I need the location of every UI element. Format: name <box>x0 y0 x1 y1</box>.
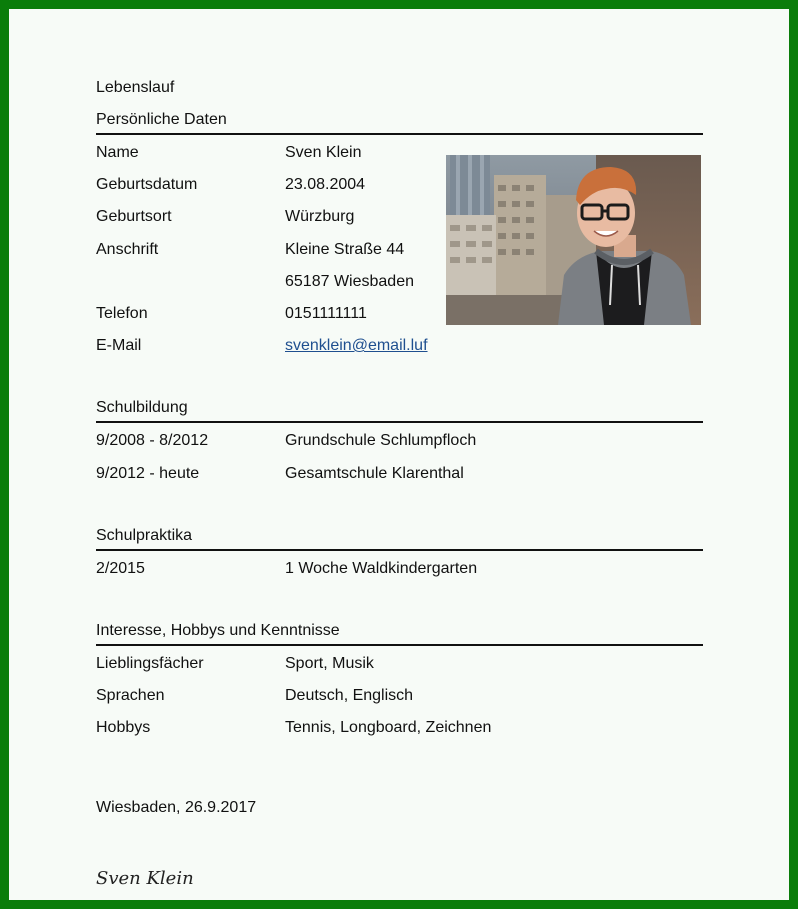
value-street: Kleine Straße 44 <box>285 240 405 258</box>
value-birthdate: 23.08.2004 <box>285 176 366 194</box>
signature: Sven Klein <box>96 868 194 889</box>
internship-date-1: 2/2015 <box>96 559 145 577</box>
school-period-1: 9/2008 - 8/2012 <box>96 432 209 450</box>
section-heading-school: Schulbildung <box>96 398 703 423</box>
label-phone: Telefon <box>96 304 148 322</box>
label-birthdate: Geburtsdatum <box>96 176 198 194</box>
label-favorite-subjects: Lieblingsfächer <box>96 654 204 672</box>
label-languages: Sprachen <box>96 687 165 705</box>
profile-photo <box>446 155 701 325</box>
value-birthplace: Würzburg <box>285 208 355 226</box>
section-heading-internships: Schulpraktika <box>96 526 703 551</box>
row-school-1 <box>96 431 703 463</box>
document-title: Lebenslauf <box>96 79 175 96</box>
section-heading-interests: Interesse, Hobbys und Kenntnisse <box>96 621 703 646</box>
internship-desc-1: 1 Woche Waldkindergarten <box>285 559 478 577</box>
email-link[interactable]: svenklein@email.luf <box>285 337 428 355</box>
place-and-date: Wiesbaden, 26.9.2017 <box>96 799 257 816</box>
school-name-1: Grundschule Schlumpfloch <box>285 432 477 450</box>
school-name-2: Gesamtschule Klarenthal <box>285 464 464 482</box>
label-hobbies: Hobbys <box>96 719 151 737</box>
value-phone: 0151111111 <box>285 304 367 322</box>
row-favorite-subjects <box>96 654 703 686</box>
row-languages <box>96 686 703 718</box>
label-name: Name <box>96 144 139 161</box>
value-favorite-subjects: Sport, Musik <box>285 654 374 672</box>
row-internship-1 <box>96 559 703 591</box>
label-email: E-Mail <box>96 337 142 355</box>
value-hobbies: Tennis, Longboard, Zeichnen <box>285 719 492 737</box>
label-birthplace: Geburtsort <box>96 208 172 226</box>
value-city: 65187 Wiesbaden <box>285 272 414 290</box>
value-name: Sven Klein <box>285 144 362 161</box>
row-school-2 <box>96 464 703 496</box>
value-languages: Deutsch, Englisch <box>285 687 414 705</box>
row-hobbies <box>96 718 703 750</box>
school-period-2: 9/2012 - heute <box>96 464 200 482</box>
label-address: Anschrift <box>96 240 159 258</box>
section-heading-personal: Persönliche Daten <box>96 110 703 135</box>
row-email <box>96 336 703 368</box>
